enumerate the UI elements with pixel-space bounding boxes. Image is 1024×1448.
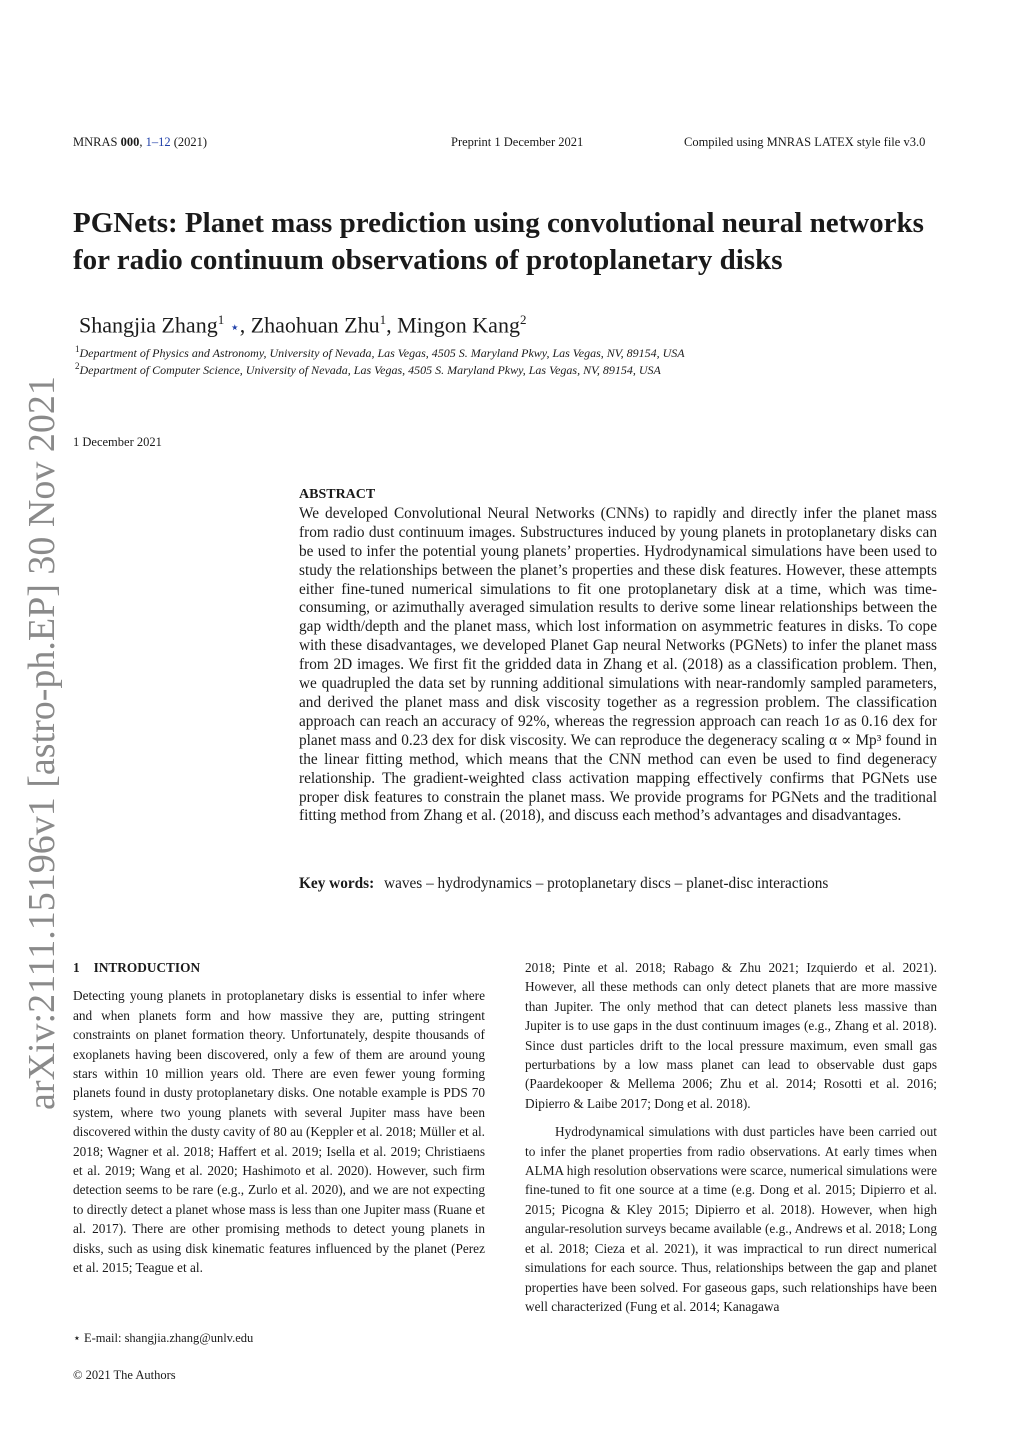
journal-year: (2021) xyxy=(173,135,208,149)
journal-volume: 000 xyxy=(120,135,140,149)
left-column xyxy=(73,958,485,1278)
email-footnote: ⋆ E-mail: shangjia.zhang@unlv.edu xyxy=(73,1331,254,1345)
corresponding-author-star-icon[interactable]: ⋆ xyxy=(229,319,240,337)
keywords-text: waves – hydrodynamics – protoplanetary discs – planet-disc interactions xyxy=(384,875,829,892)
running-header-left: MNRAS 000, 1–12 (2021) xyxy=(73,135,208,149)
section-title: INTRODUCTION xyxy=(93,960,201,975)
author-3: Mingon Kang xyxy=(397,312,520,338)
author-1: Shangjia Zhang xyxy=(79,312,218,338)
abstract xyxy=(299,486,937,826)
journal-name: MNRAS xyxy=(73,135,118,149)
author-list: Shangjia Zhang$^1$ ⋆, Zhaohuan Zhu$^1$, Mingon Kang$^2$ xyxy=(79,312,527,338)
right-column xyxy=(525,958,937,1316)
paper-title: PGNets: Planet mass prediction using convolutional neural networks for radio continuum observations of protoplanetary disks xyxy=(73,207,924,276)
arxiv-stamp: arXiv:2111.15196v1 [astro-ph.EP] 30 Nov 2021 xyxy=(21,376,63,1110)
section-heading xyxy=(73,958,485,977)
author-1-affil: 1 xyxy=(217,312,225,327)
author-2-affil: 1 xyxy=(379,312,387,327)
keywords-label: Key words: xyxy=(299,875,375,892)
style-file-note: Compiled using MNRAS LATEX style file v3.0 xyxy=(684,135,926,149)
intro-paragraph-1-continued: 2018; Pinte et al. 2018; Rabago & Zhu 2021; Izquierdo et al. 2021). However, all these methods can only detect planets that are more massive than Jupiter. The only method that can detect planets less massive than Jupiter is to use gaps in the dust continuum images (e.g., Zhang et al. 2018). Since dust particles drift to the local pressure maximum, even small gas perturbations by a low mass planet can lead to observable dust gaps (Paardekooper & Mellema 2006; Zhu et al. 2014; Rosotti et al. 2016; Dipierro & Laibe 2017; Dong et al. 2018). xyxy=(525,960,937,1111)
paper-date: 1 December 2021 xyxy=(73,435,162,449)
affiliation-1-text: Department of Physics and Astronomy, University of Nevada, Las Vegas, 4505 S. Maryland Pkwy, Las Vegas, NV, 89154, USA xyxy=(79,346,685,360)
affiliation-1 xyxy=(75,344,685,361)
affiliation-2 xyxy=(75,361,661,378)
author-3-affil: 2 xyxy=(519,312,527,327)
author-2: Zhaohuan Zhu xyxy=(250,312,380,338)
affiliation-2-text: Department of Computer Science, University of Nevada, Las Vegas, 4505 S. Maryland Pkwy, Las Vegas, NV, 89154, USA xyxy=(79,363,661,377)
section-number: 1 xyxy=(73,960,80,975)
affiliation-2-number: 2 xyxy=(75,361,80,371)
page-range-link[interactable]: 1–12 xyxy=(145,135,171,149)
affiliation-1-number: 1 xyxy=(75,344,80,354)
preprint-date: Preprint 1 December 2021 xyxy=(451,135,584,149)
keywords xyxy=(299,875,939,893)
copyright-notice: © 2021 The Authors xyxy=(73,1368,176,1382)
intro-paragraph-2: Hydrodynamical simulations with dust particles have been carried out to infer the planet properties from radio observations. At early times when ALMA high resolution observations were scarce, numerical simulations were fine-tuned to fit one source at a time (e.g. Dong et al. 2015; Dipierro et al. 2015; Picogna & Kley 2015; Dipierro et al. 2018). However, when high angular-resolution surveys became available (e.g., Andrews et al. 2018; Long et al. 2018; Cieza et al. 2021), it was impractical to run direct numerical simulations for each source. Thus, relationships between the gap and planet properties have been solved. For gaseous gaps, such relationships have been well characterized (Fung et al. 2014; Kanagawa xyxy=(525,1124,937,1314)
abstract-text: We developed Convolutional Neural Networks (CNNs) to rapidly and directly infer the planet mass from radio dust continuum images. Substructures induced by young planets in protoplanetary disks can be used to infer the potential young planets’ properties. Hydrodynamical simulations have been used to study the relationships between the planet’s properties and these disk features. However, these attempts either fine-tuned numerical simulations to fit one protoplanetary disk at a time, which was time-consuming, or azimuthally averaged simulation results to derive some linear relationships between the gap width/depth and the planet mass, which lost information on asymmetric features in disks. To cope with these disadvantages, we developed Planet Gap neural Networks (PGNets) to infer the planet mass from 2D images. We first fit the gridded data in Zhang et al. (2018) as a classification problem. Then, we quadrupled the data set by running additional simulations with near-randomly sampled parameters, and derived the planet mass and disk viscosity together as a regression problem. The classification approach can reach an accuracy of 92%, whereas the regression approach can reach 1σ as 0.16 dex for planet mass and 0.23 dex for disk viscosity. We can reproduce the degeneracy scaling α ∝ Mp³ found in the linear fitting method, which means that the CNN method can even be used to find degeneracy relationship. The gradient-weighted class activation mapping effectively confirms that PGNets use proper disk features to constrain the planet mass. We provide programs for PGNets and the traditional fitting method from Zhang et al. (2018), and discuss each method’s advantages and disadvantages. xyxy=(299,504,937,825)
intro-paragraph-1: Detecting young planets in protoplanetary disks is essential to infer where and when planets form and how massive they are, putting stringent constraints on planet formation theory. Unfortunately, despite thousands of exoplanets having been discovered, only a few of them are around young stars within 10 million years old. There are even fewer young forming planets found in dusty protoplanetary disks. One notable example is PDS 70 system, where two young planets with several Jupiter mass have been discovered within the dusty cavity of 80 au (Keppler et al. 2018; Müller et al. 2018; Wagner et al. 2018; Haffert et al. 2019; Isella et al. 2019; Christiaens et al. 2019; Wang et al. 2020; Hashimoto et al. 2020). However, such firm detection seems to be rare (e.g., Zurlo et al. 2020), and we are not expecting to directly detect a planet whose mass is less than one Jupiter mass (Ruane et al. 2017). There are other promising methods to detect young planets in disks, such as using disk kinematic features influenced by the planet (Perez et al. 2015; Teague et al. xyxy=(73,988,485,1276)
abstract-heading: ABSTRACT xyxy=(299,487,376,502)
